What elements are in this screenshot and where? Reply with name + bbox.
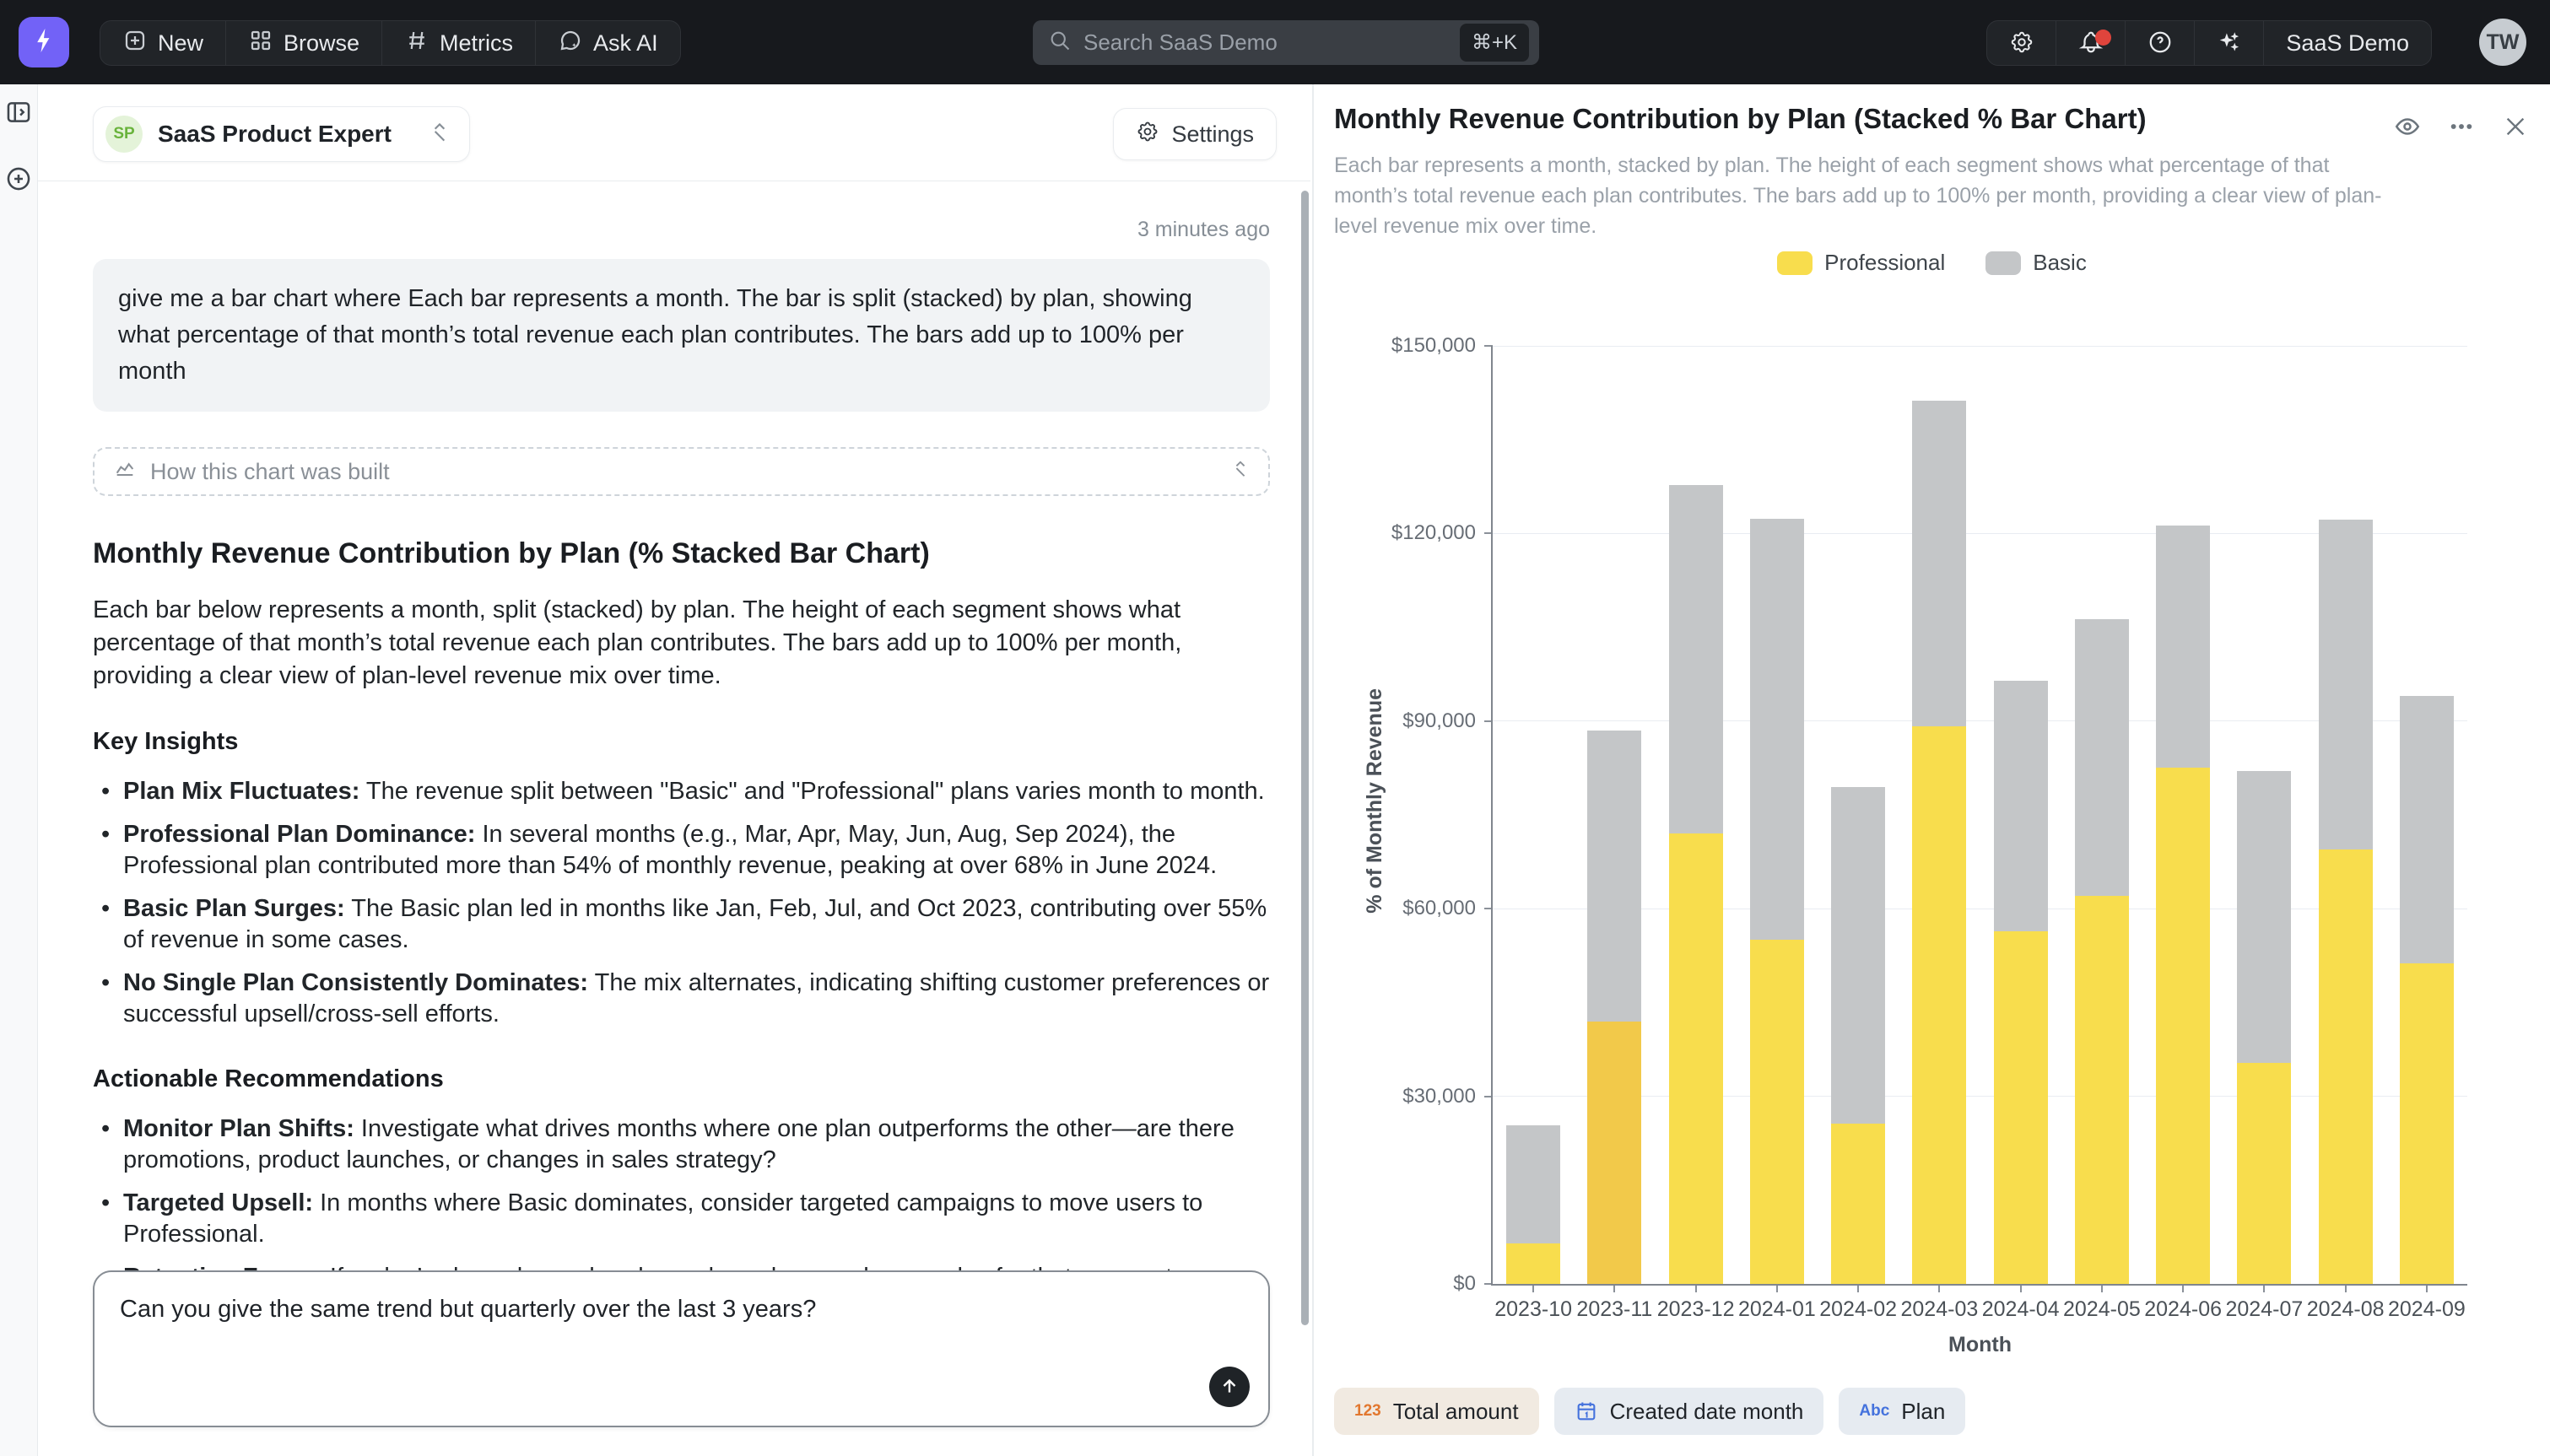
y-tick-label: $60,000 [1402,897,1476,920]
grid-icon [248,28,273,59]
bullet-item: • Plan Mix Fluctuates: The revenue split between "Basic" and "Professional" plans varies month to month. [93,776,1270,807]
nav-label: New [158,30,204,56]
x-tick-label: 2024-01 [1738,1297,1816,1321]
notification-dot [2095,30,2111,46]
x-tick-label: 2024-08 [2306,1297,2385,1321]
x-tick-label: 2023-10 [1494,1297,1572,1321]
bar-segment-professional-2023-10[interactable] [1506,1243,1560,1284]
calendar-icon [1575,1399,1598,1423]
nav-label: Metrics [440,30,514,56]
chart-description: Each bar represents a month, stacked by plan. The height of each segment shows what percentage of that month’s total revenue each plan contributes. The bars add up to 100% per month, providing a clear view of plan-level revenue mix over time. [1334,154,2382,238]
x-tick-label: 2024-09 [2388,1297,2466,1321]
nav-label: Ask AI [593,30,658,56]
bar-segment-professional-2024-07[interactable] [2237,1063,2291,1284]
ai-sparkles-button[interactable] [2195,21,2264,65]
ask-ai-button[interactable] [536,21,680,65]
bar-segment-basic-2024-08[interactable] [2319,520,2373,849]
bullet-item: • Monitor Plan Shifts: Investigate what drives months where one plan outperforms the other—are there promotions, product launches, or changes in sales strategy? [93,1114,1270,1176]
lightning-icon [30,26,58,59]
navbar-actions [1986,20,2432,66]
field-tag-plan[interactable] [1839,1388,1965,1435]
bar-segment-basic-2024-04[interactable] [1994,681,2048,931]
bar-segment-basic-2023-11[interactable] [1587,731,1641,1022]
agent-settings-button[interactable] [1113,108,1277,160]
bar-segment-basic-2024-01[interactable] [1750,519,1804,941]
workspace-label: SaaS Demo [2286,30,2409,56]
help-button[interactable] [2126,21,2195,65]
app-logo[interactable] [19,17,69,67]
x-tick-label: 2023-11 [1576,1297,1653,1321]
user-message-bubble: give me a bar chart where Each bar represents a month. The bar is split (stacked) by plan, showing what percentage of that month’s total revenue each plan contributes. The bars add up to 100% per month [93,259,1270,412]
metrics-button[interactable] [382,21,536,65]
numeric-123-icon: 123 [1354,1402,1381,1420]
legend-label: Professional [1824,250,1946,275]
field-tag-created-date-month[interactable] [1554,1388,1824,1435]
bullet-item: • Targeted Upsell: In months where Basic dominates, consider targeted campaigns to move users to Professional. [93,1188,1270,1250]
how-chart-built-toggle[interactable] [93,447,1270,496]
agent-avatar: SP [105,116,143,153]
stacked-bar-chart [1314,84,2550,1456]
x-tick-label: 2023-12 [1656,1297,1735,1321]
bar-segment-professional-2024-03[interactable] [1912,726,1966,1284]
hash-icon [404,28,430,59]
settings-gear-button[interactable] [1987,21,2056,65]
x-tick-label: 2024-07 [2225,1297,2304,1321]
bar-segment-professional-2024-05[interactable] [2075,896,2129,1284]
chevron-up-down-icon [429,120,451,149]
search-icon [1048,29,1072,57]
bullet-item: • No Single Plan Consistently Dominates: The mix alternates, indicating shifting customer preferences or successful upsell/cross-sell efforts. [93,968,1270,1030]
left-rail [0,84,38,1456]
bullet-item: • Professional Plan Dominance: In several months (e.g., Mar, Apr, May, Jun, Aug, Sep 2024), the Professional plan contributed more than 54% of monthly revenue, peaking at over 68% in June 2024. [93,819,1270,882]
y-tick-label: $90,000 [1402,709,1476,732]
bar-segment-basic-2024-09[interactable] [2400,696,2454,963]
x-tick-label: 2024-03 [1900,1297,1979,1321]
search-input[interactable] [1083,30,1460,56]
bar-segment-professional-2023-12[interactable] [1669,833,1723,1284]
x-tick-label: 2024-06 [2144,1297,2222,1321]
bar-segment-basic-2024-03[interactable] [1912,401,1966,726]
bar-segment-professional-2024-08[interactable] [2319,849,2373,1284]
x-tick-label: 2024-05 [2063,1297,2141,1321]
new-button[interactable] [100,21,226,65]
chevron-up-down-icon [1231,458,1250,486]
send-button[interactable] [1209,1367,1250,1407]
legend-label: Basic [2033,250,2087,275]
tag-label: Created date month [1609,1398,1804,1424]
chat-panel [38,84,1310,1456]
tag-label: Total amount [1392,1398,1519,1424]
new-thread-icon[interactable] [4,164,33,197]
sparkles-icon [2217,30,2242,57]
y-tick-label: $0 [1453,1272,1476,1295]
settings-label: Settings [1171,121,1254,147]
response-intro: Each bar below represents a month, split (stacked) by plan. The height of each segment shows what percentage of that month’s total revenue each plan contributes. The bars add up to 100% per month, providing a clear view of plan-level revenue mix over time. [93,596,1182,689]
search-shortcut: ⌘+K [1460,24,1529,62]
y-axis-title: % of Monthly Revenue [1363,688,1386,914]
section-heading: Key Insights [93,728,239,755]
bar-segment-basic-2023-10[interactable] [1506,1125,1560,1243]
x-axis-line [1491,1284,2467,1286]
y-axis-line [1491,346,1493,1286]
arrow-up-icon [1218,1375,1240,1399]
response-heading: Monthly Revenue Contribution by Plan (% Stacked Bar Chart) [93,537,930,569]
recommendations-list [93,1114,1270,1293]
bar-segment-professional-2024-04[interactable] [1994,931,2048,1284]
abc-icon: Abc [1859,1402,1890,1420]
area-chart-icon [113,457,137,487]
workspace-button[interactable] [2264,21,2431,65]
field-tag-total-amount[interactable] [1334,1388,1539,1435]
chat-scroll-area [38,182,1310,1456]
bullet-item: • Basic Plan Surges: The Basic plan led in months like Jan, Feb, Jul, and Oct 2023, contributing over 55% of revenue in some cases. [93,893,1270,956]
scrollbar-thumb[interactable] [1301,191,1309,1325]
top-navbar [0,0,2550,84]
gear-icon [1136,120,1159,149]
agent-selector[interactable] [93,106,470,162]
gear-icon [2009,30,2034,57]
browse-button[interactable] [226,21,382,65]
bar-segment-basic-2024-07[interactable] [2237,771,2291,1062]
bar-segment-professional-2024-09[interactable] [2400,963,2454,1284]
y-tick-label: $120,000 [1391,521,1476,545]
bar-segment-basic-2024-05[interactable] [2075,619,2129,896]
nav-label: Browse [284,30,360,56]
how-built-label: How this chart was built [150,458,390,484]
section-heading: Actionable Recommendations [93,1065,444,1092]
x-axis-title: Month [1948,1333,2012,1356]
main-nav [100,20,681,66]
bar-segment-professional-2024-06[interactable] [2156,768,2210,1284]
user-avatar[interactable]: TW [2479,19,2526,66]
tag-label: Plan [1901,1398,1946,1424]
chat-header [38,84,1310,181]
agent-name: SaaS Product Expert [158,121,392,147]
key-insights-list [93,776,1270,1030]
y-tick-label: $150,000 [1391,334,1476,357]
y-tick-label: $30,000 [1402,1084,1476,1108]
x-tick-label: 2024-04 [1981,1297,2060,1321]
sidebar-toggle-icon[interactable] [4,98,33,131]
chart-detail-panel [1312,84,2550,1456]
message-composer [93,1270,1270,1427]
notifications-button[interactable] [2056,21,2126,65]
bar-segment-professional-2023-11[interactable] [1587,1022,1641,1284]
chart-title: Monthly Revenue Contribution by Plan (Stacked % Bar Chart) [1334,103,2147,134]
field-tags [1334,1388,1965,1435]
chat-sparkle-icon [558,28,583,59]
bar-segment-professional-2024-02[interactable] [1831,1124,1885,1284]
plus-square-icon [122,28,148,59]
bar-segment-basic-2023-12[interactable] [1669,485,1723,834]
bar-segment-basic-2024-02[interactable] [1831,787,1885,1124]
y-gridline [1493,346,2467,347]
help-icon [2148,30,2173,57]
bar-segment-basic-2024-06[interactable] [2156,526,2210,768]
bar-segment-professional-2024-01[interactable] [1750,940,1804,1284]
chat-input[interactable] [95,1272,1268,1426]
message-timestamp: 3 minutes ago [1137,218,1270,241]
x-tick-label: 2024-02 [1819,1297,1897,1321]
global-search[interactable] [1033,20,1539,65]
